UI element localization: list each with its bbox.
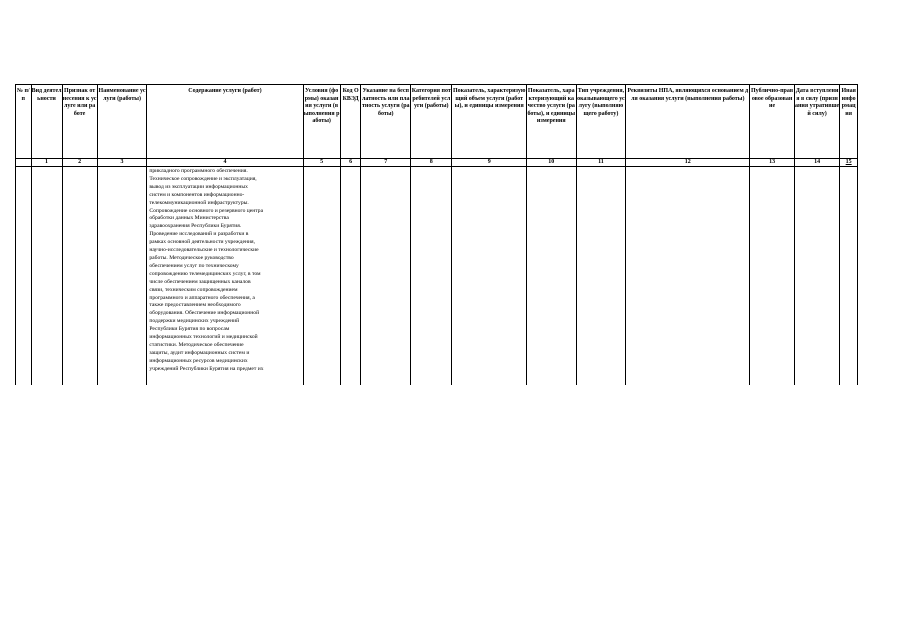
content-line: Республики Бурятия по вопросам bbox=[149, 326, 230, 333]
header-cell: Реквизиты НПА, являющихся основанием для оказания услуги (выполнения работы) bbox=[626, 85, 750, 159]
column-number-cell: 8 bbox=[411, 159, 452, 167]
content-line: работы. Методическое руководство bbox=[149, 254, 234, 261]
content-line: обеспечением услуг по техническому bbox=[149, 262, 239, 269]
table-cell bbox=[526, 167, 576, 386]
content-line: прикладного программного обеспечения. bbox=[149, 168, 248, 174]
content-line: Сопровождение основного и резервного центра bbox=[149, 207, 264, 214]
header-cell: Содержание услуги (работ) bbox=[147, 85, 303, 159]
content-line: Проведение исследований и разработки в bbox=[149, 231, 249, 238]
column-number-cell: 15 bbox=[840, 159, 858, 167]
service-row bbox=[16, 167, 858, 386]
column-number-cell: 12 bbox=[626, 159, 750, 167]
header-cell: Код ОКВЭД bbox=[340, 85, 361, 159]
content-line: систем и компонентов информационно- bbox=[149, 191, 245, 198]
content-line: сопровождению телемедицинских услуг, в том bbox=[149, 270, 261, 277]
table-cell bbox=[62, 167, 97, 386]
content-line: оборудования. Обеспечение информационной bbox=[149, 310, 260, 317]
column-number-cell: 2 bbox=[62, 159, 97, 167]
header-cell: № п/п bbox=[16, 85, 32, 159]
column-number-cell: 5 bbox=[303, 159, 340, 167]
content-line: статистики. Методическое обеспечение bbox=[149, 341, 244, 348]
header-cell: Иная информация bbox=[840, 85, 858, 159]
table-cell bbox=[794, 167, 840, 386]
table-cell bbox=[626, 167, 750, 386]
content-line: научно-исследовательские и технологические bbox=[149, 247, 259, 254]
content-line: учреждений Республики Бурятия на предмет их bbox=[149, 365, 264, 372]
service-content-cell bbox=[147, 167, 303, 386]
content-line: вывод из эксплуатации информационных bbox=[149, 183, 248, 190]
table-cell bbox=[303, 167, 340, 386]
header-cell: Категория потребителей услуги (работы) bbox=[411, 85, 452, 159]
content-line: защиты, аудит информационных систем и bbox=[149, 349, 250, 356]
content-line: телекоммуникационной инфраструктуры. bbox=[149, 199, 249, 206]
column-number-cell: 6 bbox=[340, 159, 361, 167]
content-line: информационных ресурсов медицинских bbox=[149, 357, 248, 364]
column-number-cell: 1 bbox=[31, 159, 62, 167]
table-cell bbox=[411, 167, 452, 386]
table-cell bbox=[97, 167, 147, 386]
content-line: также предоставлением необходимого bbox=[149, 302, 241, 309]
service-content-text bbox=[147, 167, 302, 374]
content-line: обработки данных Министерства bbox=[149, 215, 229, 222]
column-number-cell: 3 bbox=[97, 159, 147, 167]
column-number-cell: 7 bbox=[361, 159, 411, 167]
header-row bbox=[16, 85, 858, 159]
header-cell: Показатель, характеризующий объем услуги (работы), и единицы измерения bbox=[452, 85, 526, 159]
header-cell: Дата вступления в силу (признания утратившей силу) bbox=[794, 85, 840, 159]
table-cell bbox=[840, 167, 858, 386]
header-cell: Вид деятельности bbox=[31, 85, 62, 159]
column-number-cell: 11 bbox=[576, 159, 626, 167]
header-cell: Наименование услуги (работы) bbox=[97, 85, 147, 159]
content-line: здравоохранения Республики Бурятия. bbox=[149, 223, 242, 230]
content-line: информационных технологий и медицинской bbox=[149, 334, 258, 341]
column-number-cell: 13 bbox=[750, 159, 794, 167]
table-cell bbox=[340, 167, 361, 386]
table-cell bbox=[31, 167, 62, 386]
header-cell: Тип учреждения, оказывающего услугу (выполняющего работу) bbox=[576, 85, 626, 159]
header-cell: Показатель, характеризующий качество услуги (работы), и единицы измерения bbox=[526, 85, 576, 159]
column-number-cell: 10 bbox=[526, 159, 576, 167]
header-cell: Условия (формы) оказания услуги (выполнения работы) bbox=[303, 85, 340, 159]
content-line: связи, техническим сопровождением bbox=[149, 286, 238, 293]
table-cell bbox=[750, 167, 794, 386]
table-cell bbox=[576, 167, 626, 386]
header-cell: Признак отнесения к услуге или работе bbox=[62, 85, 97, 159]
column-number-row bbox=[16, 159, 858, 167]
column-number-cell: 9 bbox=[452, 159, 526, 167]
column-number-cell: 4 bbox=[147, 159, 303, 167]
content-line: Техническое сопровождение и эксплуатация, bbox=[149, 175, 257, 182]
column-number-cell bbox=[16, 159, 32, 167]
table-cell bbox=[361, 167, 411, 386]
column-number-cell: 14 bbox=[794, 159, 840, 167]
content-line: рамках основной деятельности учреждения, bbox=[149, 239, 255, 246]
table-cell bbox=[452, 167, 526, 386]
header-cell: Публично-правовое образование bbox=[750, 85, 794, 159]
services-registry-table bbox=[15, 84, 858, 385]
header-cell: Указание на бесплатность или платность услуги (работы) bbox=[361, 85, 411, 159]
registry-sheet bbox=[15, 84, 858, 385]
content-line: поддержки медицинских учреждений bbox=[149, 318, 240, 325]
table-cell bbox=[16, 167, 32, 386]
content-line: числе обеспечением защищенных каналов bbox=[149, 278, 251, 285]
content-line: программного и аппаратного обеспечения, а bbox=[149, 294, 255, 301]
